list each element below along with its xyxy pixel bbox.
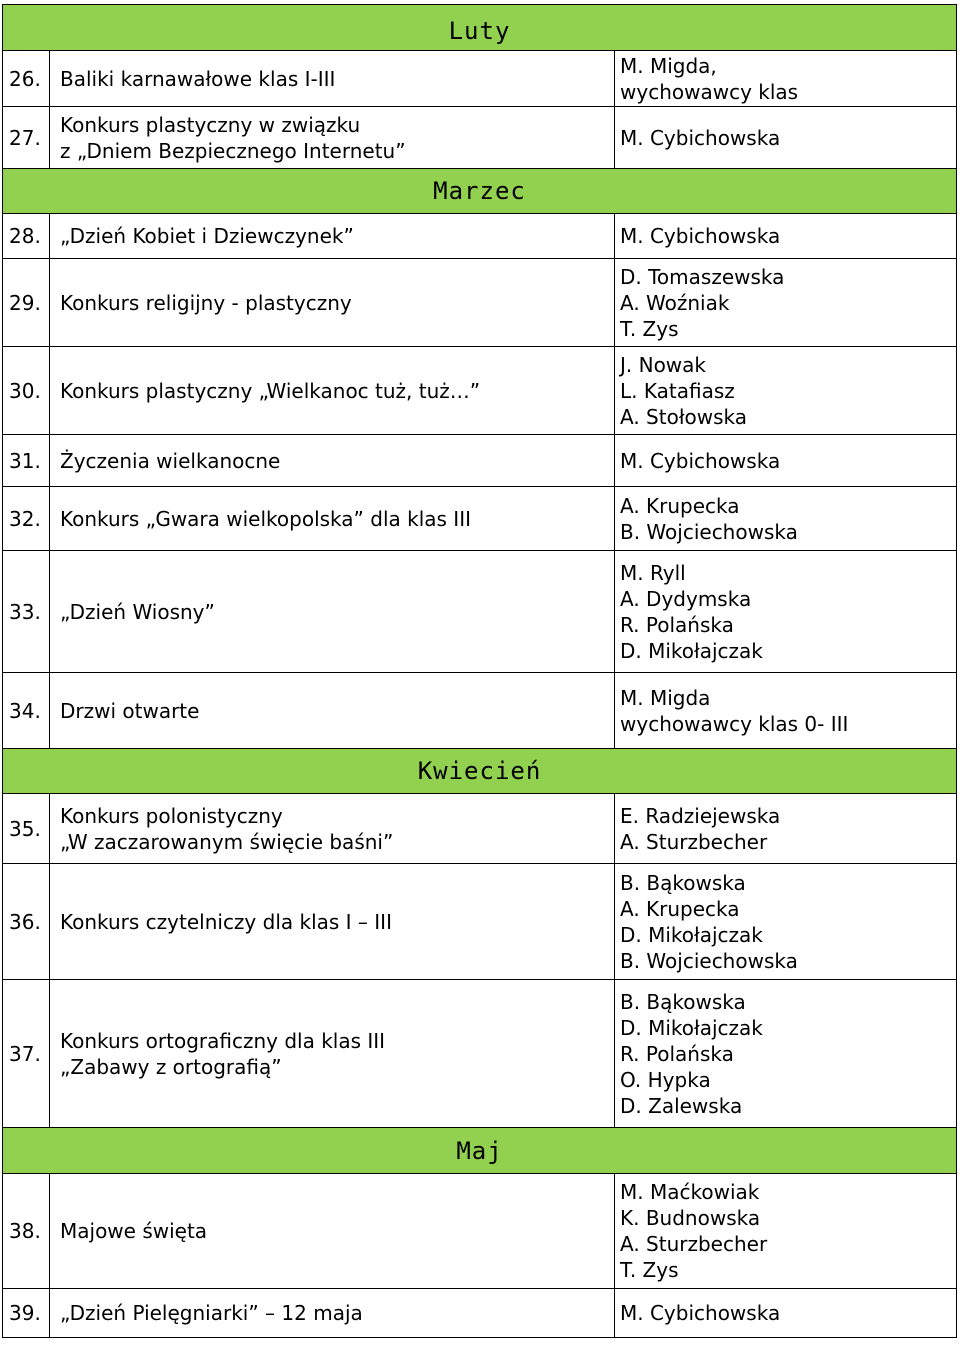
activity-cell (50, 435, 615, 486)
person-name: T. Zys (620, 1258, 679, 1282)
activity-cell (50, 1174, 615, 1288)
table-row (2, 487, 957, 551)
person-name: D. Tomaszewska (620, 264, 785, 289)
activity-cell (50, 794, 615, 863)
person-name: wychowawcy klas (620, 79, 799, 104)
person-name: B. Bąkowska (620, 989, 746, 1014)
activity-line: „Dzień Wiosny” (60, 599, 215, 624)
person-name: D. Mikołajczak (620, 1015, 763, 1040)
table-row (2, 214, 957, 259)
row-number: 34. (3, 673, 50, 748)
person-name: O. Hypka (620, 1067, 711, 1092)
schedule-table (2, 4, 957, 1338)
activity-line: Życzenia wielkanocne (60, 448, 281, 473)
person-name: M. Cybichowska (620, 448, 781, 473)
table-row (2, 107, 957, 169)
activity-cell (50, 259, 615, 346)
responsible-cell (615, 980, 956, 1127)
row-number: 37. (3, 980, 50, 1127)
person-name: M. Cybichowska (620, 125, 781, 150)
table-row (2, 673, 957, 749)
responsible-cell (615, 214, 956, 258)
activity-cell (50, 487, 615, 550)
person-name: D. Mikołajczak (620, 638, 763, 663)
row-number: 27. (3, 107, 50, 168)
activity-cell (50, 551, 615, 672)
activity-cell (50, 347, 615, 434)
activity-cell (50, 107, 615, 168)
row-number: 31. (3, 435, 50, 486)
person-name: B. Wojciechowska (620, 948, 798, 973)
person-name: M. Migda (620, 685, 711, 710)
responsible-cell (615, 107, 956, 168)
activity-line: Drzwi otwarte (60, 698, 200, 723)
responsible-cell (615, 673, 956, 748)
responsible-cell (615, 864, 956, 979)
responsible-cell (615, 259, 956, 346)
month-label: Kwiecień (417, 757, 542, 785)
activity-cell (50, 51, 615, 106)
person-name: B. Bąkowska (620, 870, 746, 895)
responsible-cell (615, 435, 956, 486)
month-header-luty (2, 4, 957, 51)
table-row (2, 1289, 957, 1338)
activity-line: Konkurs ortograficzny dla klas III (60, 1028, 386, 1053)
person-name: A. Sturzbecher (620, 829, 768, 854)
person-name: R. Polańska (620, 612, 734, 637)
person-name: D. Zalewska (620, 1093, 743, 1118)
person-name: M. Migda, (620, 53, 717, 78)
table-row (2, 259, 957, 347)
person-name: A. Woźniak (620, 290, 730, 315)
month-header-kwiecien (2, 749, 957, 794)
responsible-cell (615, 1174, 956, 1288)
person-name: wychowawcy klas 0- III (620, 711, 849, 736)
person-name: M. Ryll (620, 560, 686, 585)
activity-line: „W zaczarowanym święcie baśni” (60, 829, 394, 854)
person-name: A. Krupecka (620, 896, 740, 921)
person-name: T. Zys (620, 316, 679, 341)
table-row (2, 347, 957, 435)
person-name: K. Budnowska (620, 1206, 761, 1230)
person-name: M. Cybichowska (620, 224, 781, 248)
activity-cell (50, 1289, 615, 1337)
month-header-marzec (2, 169, 957, 214)
activity-cell (50, 673, 615, 748)
responsible-cell (615, 794, 956, 863)
row-number: 39. (3, 1289, 50, 1337)
table-row (2, 864, 957, 980)
row-number: 29. (3, 259, 50, 346)
person-name: E. Radziejewska (620, 803, 781, 828)
activity-cell (50, 214, 615, 258)
table-row (2, 794, 957, 864)
person-name: L. Katafiasz (620, 378, 735, 403)
responsible-cell (615, 1289, 956, 1337)
responsible-cell (615, 551, 956, 672)
table-row (2, 51, 957, 107)
row-number: 38. (3, 1174, 50, 1288)
table-row (2, 980, 957, 1128)
activity-line: „Dzień Kobiet i Dziewczynek” (60, 224, 354, 248)
activity-line: „Zabawy z ortografią” (60, 1054, 282, 1079)
activity-line: Konkurs polonistyczny (60, 803, 283, 828)
month-label: Luty (448, 16, 511, 45)
responsible-cell (615, 487, 956, 550)
month-label: Maj (456, 1136, 503, 1165)
activity-line: Konkurs religijny - plastyczny (60, 290, 352, 315)
row-number: 33. (3, 551, 50, 672)
table-row (2, 1174, 957, 1289)
row-number: 35. (3, 794, 50, 863)
activity-line: Majowe święta (60, 1219, 208, 1243)
month-label: Marzec (433, 177, 526, 205)
person-name: D. Mikołajczak (620, 922, 763, 947)
activity-line: Konkurs czytelniczy dla klas I – III (60, 909, 392, 934)
month-header-maj (2, 1128, 957, 1174)
person-name: M. Maćkowiak (620, 1180, 760, 1204)
person-name: B. Wojciechowska (620, 519, 798, 544)
table-row (2, 551, 957, 673)
person-name: M. Cybichowska (620, 1301, 781, 1325)
activity-line: z „Dniem Bezpiecznego Internetu” (60, 138, 406, 163)
row-number: 36. (3, 864, 50, 979)
activity-line: „Dzień Pielęgniarki” – 12 maja (60, 1301, 363, 1325)
table-row (2, 435, 957, 487)
row-number: 26. (3, 51, 50, 106)
person-name: A. Dydymska (620, 586, 752, 611)
activity-line: Konkurs „Gwara wielkopolska” dla klas III (60, 506, 471, 531)
person-name: J. Nowak (620, 352, 707, 377)
activity-cell (50, 980, 615, 1127)
activity-line: Konkurs plastyczny w związku (60, 112, 361, 137)
activity-cell (50, 864, 615, 979)
responsible-cell (615, 347, 956, 434)
row-number: 32. (3, 487, 50, 550)
row-number: 28. (3, 214, 50, 258)
person-name: R. Polańska (620, 1041, 734, 1066)
responsible-cell (615, 51, 956, 106)
row-number: 30. (3, 347, 50, 434)
activity-line: Konkurs plastyczny „Wielkanoc tuż, tuż…” (60, 378, 481, 403)
person-name: A. Stołowska (620, 404, 748, 429)
person-name: A. Sturzbecher (620, 1232, 768, 1256)
activity-line: Baliki karnawałowe klas I-III (60, 66, 336, 91)
person-name: A. Krupecka (620, 493, 740, 518)
